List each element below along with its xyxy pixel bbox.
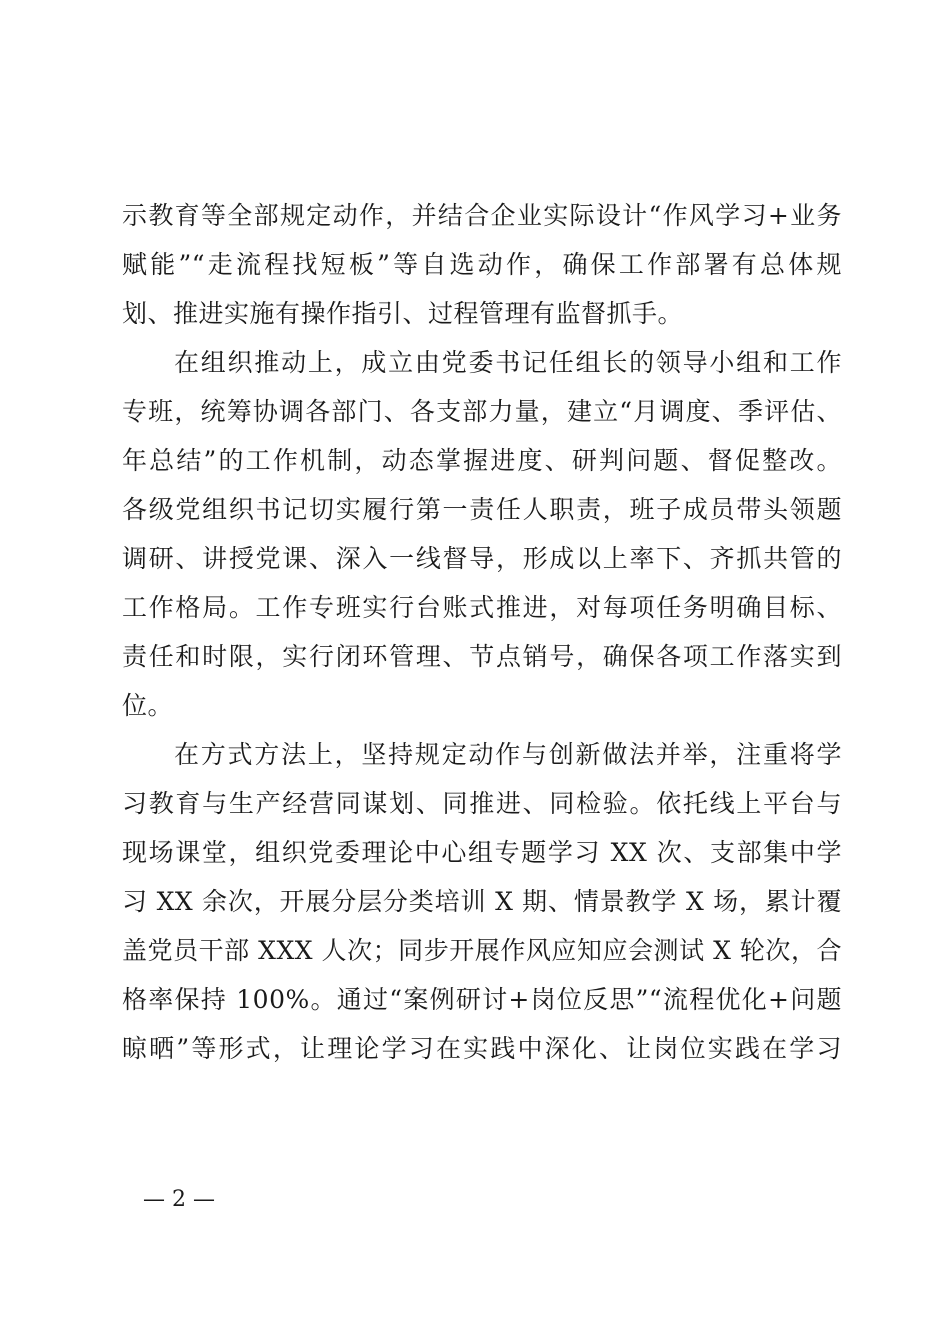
text-line: 责任和时限，实行闭环管理、节点销号，确保各项工作落实到	[122, 642, 842, 671]
text-line: 专班，统筹协调各部门、各支部力量，建立“月调度、季评估、	[122, 397, 842, 426]
body-text	[122, 191, 842, 1073]
text-line: 调研、讲授党课、深入一线督导，形成以上率下、齐抓共管的	[122, 544, 842, 573]
text-line: 在组织推动上，成立由党委书记任组长的领导小组和工作	[174, 348, 842, 377]
text-line: 位。	[122, 691, 174, 720]
text-line: 划、推进实施有操作指引、过程管理有监督抓手。	[122, 299, 684, 328]
text-line: 在方式方法上，坚持规定动作与创新做法并举，注重将学	[174, 740, 842, 769]
text-line: 工作格局。工作专班实行台账式推进，对每项任务明确目标、	[122, 593, 842, 622]
text-line: 各级党组织书记切实履行第一责任人职责，班子成员带头领题	[122, 495, 842, 524]
text-line: 晾晒”等形式，让理论学习在实践中深化、让岗位实践在学习	[122, 1034, 842, 1063]
page-number: — 2 —	[143, 1187, 215, 1212]
text-line: 赋能”“走流程找短板”等自选动作，确保工作部署有总体规	[122, 250, 842, 279]
text-line: 盖党员干部 XXX 人次；同步开展作风应知应会测试 X 轮次，合	[122, 936, 842, 965]
text-line: 习教育与生产经营同谋划、同推进、同检验。依托线上平台与	[122, 789, 842, 818]
text-line: 示教育等全部规定动作，并结合企业实际设计“作风学习+业务	[122, 201, 842, 230]
text-line: 习 XX 余次，开展分层分类培训 X 期、情景教学 X 场，累计覆	[122, 887, 842, 916]
text-line: 年总结”的工作机制，动态掌握进度、研判问题、督促整改。	[122, 446, 842, 475]
text-line: 现场课堂，组织党委理论中心组专题学习 XX 次、支部集中学	[122, 838, 842, 867]
text-line: 格率保持 100%。通过“案例研讨+岗位反思”“流程优化+问题	[122, 985, 842, 1014]
